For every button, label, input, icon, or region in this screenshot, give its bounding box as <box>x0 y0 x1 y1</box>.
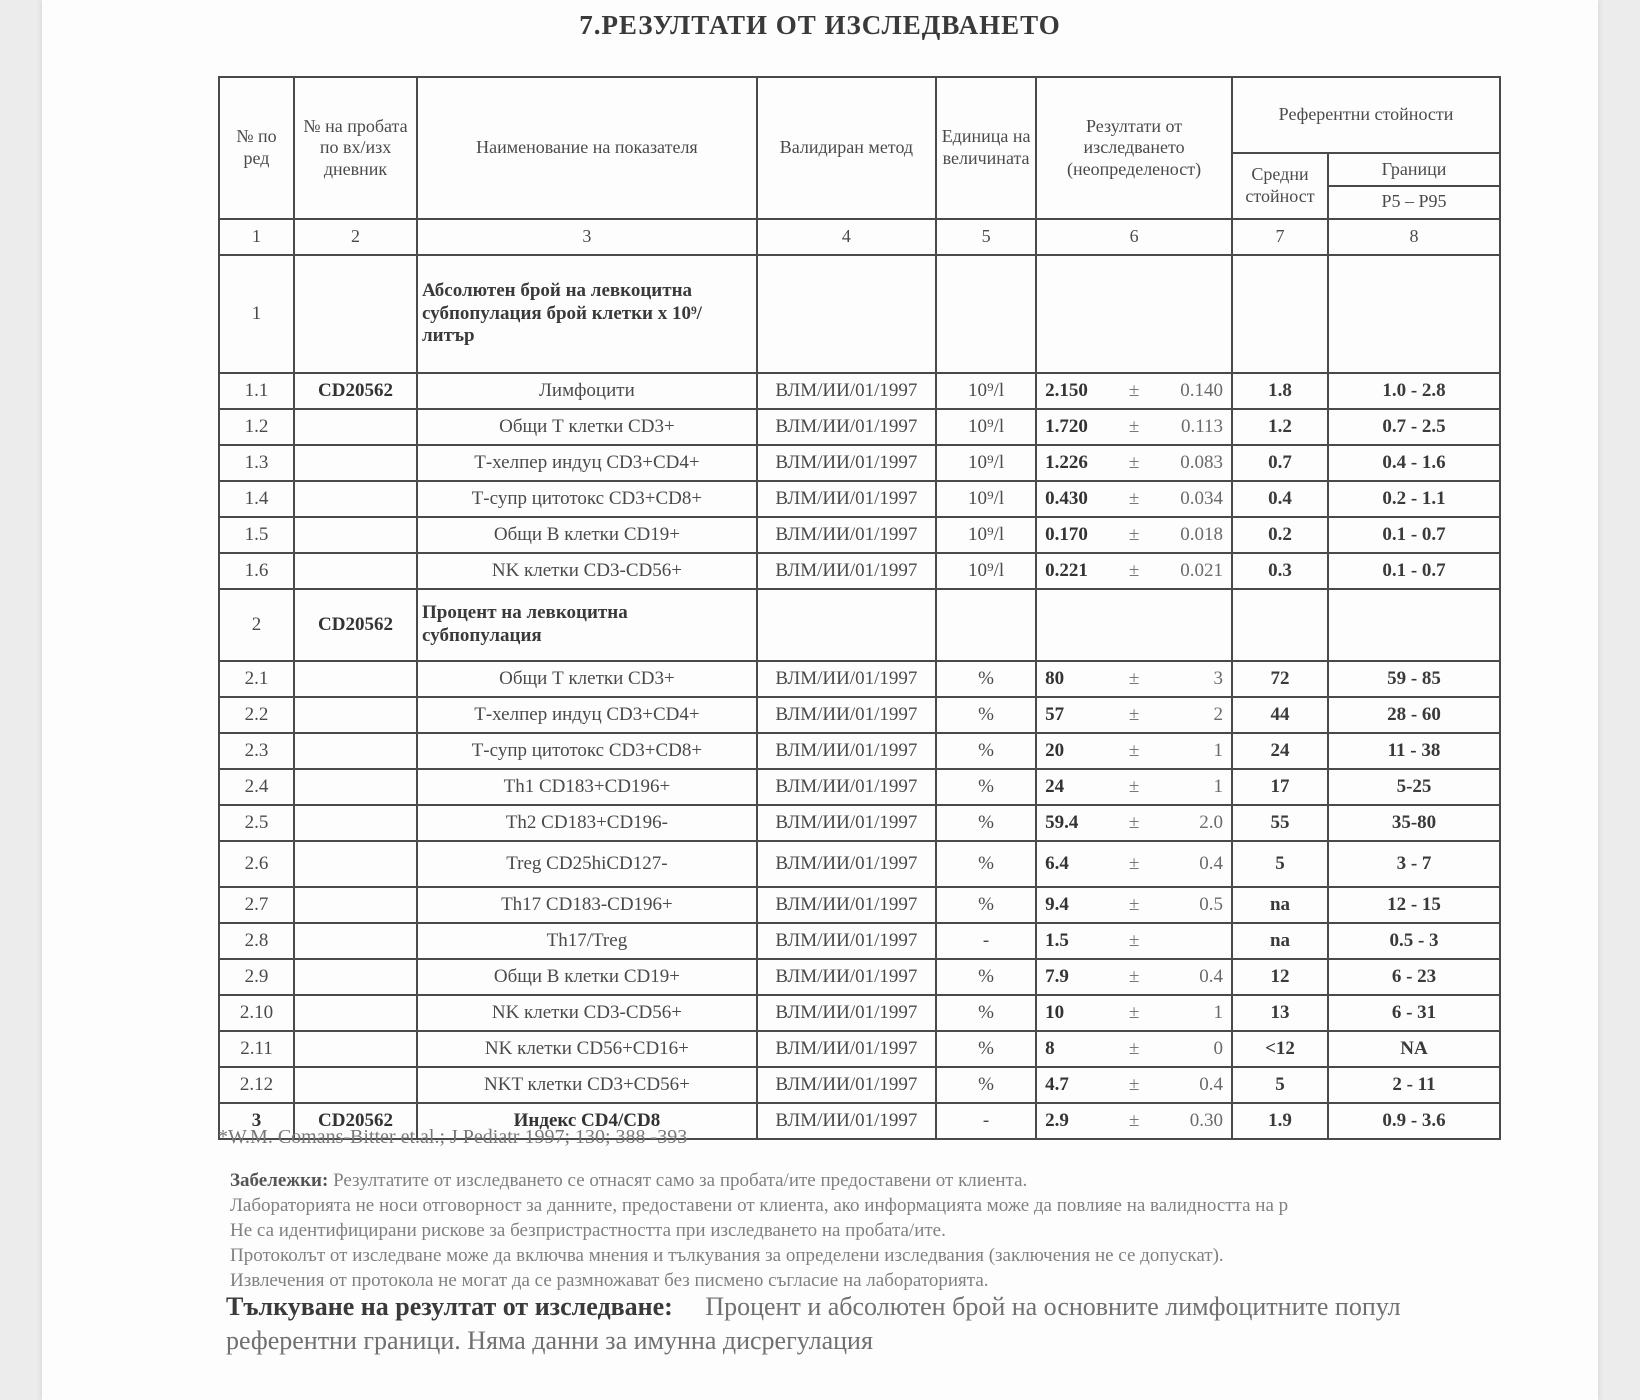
plus-minus: ± <box>1128 1073 1140 1095</box>
row-number: 2.4 <box>219 769 294 805</box>
mean-value: <12 <box>1232 1031 1328 1067</box>
uncertainty: 0.30 <box>1189 1109 1224 1131</box>
section-sample <box>294 255 417 373</box>
empty-cell <box>757 255 936 373</box>
uncertainty: 3 <box>1213 667 1224 689</box>
indicator-name: Th2 CD183+CD196- <box>417 805 757 841</box>
section-title: Процент на левкоцитна субпопулация <box>417 589 757 661</box>
row-number: 2.6 <box>219 841 294 887</box>
method: ВЛМ/ИИ/01/1997 <box>757 733 936 769</box>
row-number: 2.12 <box>219 1067 294 1103</box>
row-number: 1.2 <box>219 409 294 445</box>
indicator-name: NK клетки CD3-CD56+ <box>417 995 757 1031</box>
reference-range: 0.2 - 1.1 <box>1328 481 1500 517</box>
column-number: 2 <box>294 219 417 255</box>
unit: % <box>936 841 1036 887</box>
method: ВЛМ/ИИ/01/1997 <box>757 841 936 887</box>
unit: % <box>936 697 1036 733</box>
sample-number: CD20562 <box>294 1103 417 1139</box>
result <box>1036 733 1232 769</box>
method: ВЛМ/ИИ/01/1997 <box>757 959 936 995</box>
plus-minus: ± <box>1128 559 1140 581</box>
plus-minus: ± <box>1128 415 1140 437</box>
table-row <box>219 923 1500 959</box>
result-value: 8 <box>1045 1037 1055 1059</box>
result <box>1036 995 1232 1031</box>
reference-range: 6 - 31 <box>1328 995 1500 1031</box>
result-value: 4.7 <box>1045 1073 1069 1095</box>
result <box>1036 697 1232 733</box>
result-value: 80 <box>1045 667 1065 689</box>
sample-number: CD20562 <box>294 373 417 409</box>
empty-cell <box>757 589 936 661</box>
table-row <box>219 373 1500 409</box>
indicator-name: Т-хелпер индуц CD3+CD4+ <box>417 697 757 733</box>
uncertainty: 2 <box>1213 703 1224 725</box>
sample-number <box>294 661 417 697</box>
mean-value: 24 <box>1232 733 1328 769</box>
result <box>1036 769 1232 805</box>
sample-number <box>294 959 417 995</box>
empty-cell <box>1232 589 1328 661</box>
plus-minus: ± <box>1128 1109 1140 1131</box>
header-results: Резултати от изследването (неопределеност) <box>1036 77 1232 219</box>
indicator-name: Т-супр цитотокс CD3+CD8+ <box>417 733 757 769</box>
result <box>1036 887 1232 923</box>
indicator-name: Общи Т клетки CD3+ <box>417 409 757 445</box>
reference-range: 5-25 <box>1328 769 1500 805</box>
unit: 10⁹/l <box>936 481 1036 517</box>
method: ВЛМ/ИИ/01/1997 <box>757 1067 936 1103</box>
header-percentiles: P5 – P95 <box>1381 191 1447 211</box>
row-number: 1.3 <box>219 445 294 481</box>
plus-minus: ± <box>1128 703 1140 725</box>
result <box>1036 517 1232 553</box>
table-row <box>219 445 1500 481</box>
uncertainty: 1 <box>1213 739 1224 761</box>
row-number: 2.11 <box>219 1031 294 1067</box>
indicator-name: Общи В клетки CD19+ <box>417 517 757 553</box>
method: ВЛМ/ИИ/01/1997 <box>757 697 936 733</box>
results-table <box>218 76 1501 1140</box>
row-number: 3 <box>219 1103 294 1139</box>
result <box>1036 923 1232 959</box>
sample-number <box>294 481 417 517</box>
row-number: 2.9 <box>219 959 294 995</box>
document-page <box>42 0 1598 1400</box>
uncertainty: 0.140 <box>1180 379 1224 401</box>
column-number: 1 <box>219 219 294 255</box>
empty-cell <box>1036 589 1232 661</box>
result <box>1036 959 1232 995</box>
table-row <box>219 697 1500 733</box>
result-value: 0.170 <box>1045 523 1088 545</box>
indicator-name: NK клетки CD56+CD16+ <box>417 1031 757 1067</box>
unit: % <box>936 887 1036 923</box>
sample-number <box>294 409 417 445</box>
empty-cell <box>936 589 1036 661</box>
plus-minus: ± <box>1128 965 1140 987</box>
reference-range: 0.9 - 3.6 <box>1328 1103 1500 1139</box>
unit: % <box>936 1031 1036 1067</box>
table-row <box>219 553 1500 589</box>
reference-range: 12 - 15 <box>1328 887 1500 923</box>
result-value: 1.5 <box>1045 929 1069 951</box>
result <box>1036 409 1232 445</box>
unit: 10⁹/l <box>936 553 1036 589</box>
reference-range: 0.7 - 2.5 <box>1328 409 1500 445</box>
note-line: Не са идентифицирани рискове за безпристрастността при изследването на пробата/ите. <box>230 1220 946 1241</box>
plus-minus: ± <box>1128 523 1140 545</box>
note-line: Протоколът от изследване може да включва мнения и тълкувания за определени изследвания (заключения не се допускат). <box>230 1245 1224 1266</box>
result <box>1036 805 1232 841</box>
note-line: Резултатите от изследването се отнасят само за пробата/ите предоставени от клиента. <box>333 1170 1028 1191</box>
method: ВЛМ/ИИ/01/1997 <box>757 373 936 409</box>
indicator-name: Th17/Treg <box>417 923 757 959</box>
header-row-number: № по ред <box>219 77 294 219</box>
row-number: 1.6 <box>219 553 294 589</box>
note-line: Лабораторията не носи отговорност за данните, предоставени от клиента, ако информацията може да повлияе на валидността на р <box>230 1195 1289 1216</box>
indicator-name: Лимфоцити <box>417 373 757 409</box>
plus-minus: ± <box>1128 1001 1140 1023</box>
mean-value: 5 <box>1232 841 1328 887</box>
plus-minus: ± <box>1128 379 1140 401</box>
result-value: 10 <box>1045 1001 1065 1023</box>
reference-range: NA <box>1328 1031 1500 1067</box>
column-number: 3 <box>417 219 757 255</box>
reference-range: 2 - 11 <box>1328 1067 1500 1103</box>
method: ВЛМ/ИИ/01/1997 <box>757 553 936 589</box>
section-row <box>219 255 1500 373</box>
row-number: 2.5 <box>219 805 294 841</box>
unit: % <box>936 661 1036 697</box>
header-sample-number: № на пробата по вх/изх дневник <box>294 77 417 219</box>
sample-number <box>294 923 417 959</box>
reference-range: 0.5 - 3 <box>1328 923 1500 959</box>
mean-value: 1.8 <box>1232 373 1328 409</box>
section-row <box>219 589 1500 661</box>
method: ВЛМ/ИИ/01/1997 <box>757 923 936 959</box>
result-value: 59.4 <box>1045 811 1079 833</box>
indicator-name: Т-супр цитотокс CD3+CD8+ <box>417 481 757 517</box>
column-number: 6 <box>1036 219 1232 255</box>
sample-number <box>294 769 417 805</box>
section-number: 2 <box>219 589 294 661</box>
table-row <box>219 841 1500 887</box>
table-row <box>219 517 1500 553</box>
unit: % <box>936 995 1036 1031</box>
page-title: 7.РЕЗУЛТАТИ ОТ ИЗСЛЕДВАНЕТО <box>579 10 1061 40</box>
uncertainty: 2.0 <box>1199 811 1224 833</box>
mean-value: 0.3 <box>1232 553 1328 589</box>
reference-range: 35-80 <box>1328 805 1500 841</box>
method: ВЛМ/ИИ/01/1997 <box>757 445 936 481</box>
indicator-name: Th17 CD183-CD196+ <box>417 887 757 923</box>
row-number: 2.2 <box>219 697 294 733</box>
interpretation-block <box>226 1290 1556 1358</box>
uncertainty: 0.4 <box>1199 965 1224 987</box>
interpretation-label: Тълкуване на резултат от изследване: <box>226 1292 673 1321</box>
uncertainty: 1 <box>1213 1001 1224 1023</box>
table-row <box>219 887 1500 923</box>
unit: % <box>936 959 1036 995</box>
footnote: *W.M. Comans-Bitter et.al.; J Pediatr 1997; 130; 388 -393 <box>218 1126 688 1148</box>
row-number: 2.3 <box>219 733 294 769</box>
method: ВЛМ/ИИ/01/1997 <box>757 805 936 841</box>
unit: 10⁹/l <box>936 373 1036 409</box>
header-limits <box>1328 153 1500 219</box>
mean-value: na <box>1232 887 1328 923</box>
table-row <box>219 1067 1500 1103</box>
sample-number <box>294 887 417 923</box>
unit: 10⁹/l <box>936 517 1036 553</box>
indicator-name: Treg CD25hiCD127- <box>417 841 757 887</box>
reference-range: 0.1 - 0.7 <box>1328 553 1500 589</box>
method: ВЛМ/ИИ/01/1997 <box>757 887 936 923</box>
sample-number <box>294 697 417 733</box>
result <box>1036 661 1232 697</box>
reference-range: 59 - 85 <box>1328 661 1500 697</box>
header-limits-label: Граници <box>1329 159 1499 187</box>
sample-number <box>294 841 417 887</box>
mean-value: 44 <box>1232 697 1328 733</box>
column-number: 7 <box>1232 219 1328 255</box>
mean-value: 1.9 <box>1232 1103 1328 1139</box>
row-number: 1.5 <box>219 517 294 553</box>
plus-minus: ± <box>1128 667 1140 689</box>
plus-minus: ± <box>1128 451 1140 473</box>
result <box>1036 445 1232 481</box>
mean-value: 0.2 <box>1232 517 1328 553</box>
header-reference-values: Референтни стойности <box>1232 77 1500 153</box>
empty-cell <box>1036 255 1232 373</box>
empty-cell <box>1232 255 1328 373</box>
plus-minus: ± <box>1128 487 1140 509</box>
indicator-name: Т-хелпер индуц CD3+CD4+ <box>417 445 757 481</box>
unit: % <box>936 805 1036 841</box>
sample-number <box>294 805 417 841</box>
indicator-name: Th1 CD183+CD196+ <box>417 769 757 805</box>
sample-number <box>294 1067 417 1103</box>
result <box>1036 841 1232 887</box>
result-value: 1.226 <box>1045 451 1088 473</box>
table-row <box>219 733 1500 769</box>
mean-value: 0.4 <box>1232 481 1328 517</box>
uncertainty: 0.021 <box>1180 559 1224 581</box>
mean-value: 0.7 <box>1232 445 1328 481</box>
section-number: 1 <box>219 255 294 373</box>
row-number: 2.1 <box>219 661 294 697</box>
mean-value: 17 <box>1232 769 1328 805</box>
result-value: 9.4 <box>1045 893 1069 915</box>
reference-range: 6 - 23 <box>1328 959 1500 995</box>
note-line: Извлечения от протокола не могат да се размножават без писмено съгласие на лабораторията. <box>230 1270 989 1291</box>
table-row <box>219 661 1500 697</box>
empty-cell <box>1328 255 1500 373</box>
result-value: 6.4 <box>1045 852 1069 874</box>
table-row <box>219 481 1500 517</box>
uncertainty: 0.083 <box>1180 451 1224 473</box>
result-value: 20 <box>1045 739 1065 761</box>
unit: - <box>936 923 1036 959</box>
interpretation-text: референтни граници. Няма данни за имунна дисрегулация <box>226 1326 873 1355</box>
table-row <box>219 1031 1500 1067</box>
table-row <box>219 805 1500 841</box>
table-row <box>219 409 1500 445</box>
result <box>1036 481 1232 517</box>
sample-number <box>294 733 417 769</box>
row-number: 2.10 <box>219 995 294 1031</box>
plus-minus: ± <box>1128 852 1140 874</box>
unit: % <box>936 1067 1036 1103</box>
row-number: 1.1 <box>219 373 294 409</box>
column-number: 5 <box>936 219 1036 255</box>
unit: % <box>936 733 1036 769</box>
notes-block <box>230 1168 1560 1293</box>
result-value: 0.221 <box>1045 559 1088 581</box>
table-row <box>219 769 1500 805</box>
section-sample: CD20562 <box>294 589 417 661</box>
result <box>1036 1031 1232 1067</box>
result-value: 2.9 <box>1045 1109 1069 1131</box>
sample-number <box>294 995 417 1031</box>
reference-range: 3 - 7 <box>1328 841 1500 887</box>
header-method: Валидиран метод <box>757 77 936 219</box>
header-unit: Единица на величината <box>936 77 1036 219</box>
method: ВЛМ/ИИ/01/1997 <box>757 409 936 445</box>
indicator-name: NKT клетки CD3+CD56+ <box>417 1067 757 1103</box>
method: ВЛМ/ИИ/01/1997 <box>757 661 936 697</box>
unit: % <box>936 769 1036 805</box>
row-number: 2.8 <box>219 923 294 959</box>
indicator-name: Общи Т клетки CD3+ <box>417 661 757 697</box>
sample-number <box>294 1031 417 1067</box>
plus-minus: ± <box>1128 1037 1140 1059</box>
indicator-name: NK клетки CD3-CD56+ <box>417 553 757 589</box>
method: ВЛМ/ИИ/01/1997 <box>757 1031 936 1067</box>
sample-number <box>294 553 417 589</box>
result <box>1036 553 1232 589</box>
plus-minus: ± <box>1128 929 1140 951</box>
uncertainty: 0 <box>1213 1037 1224 1059</box>
header-indicator-name: Наименование на показателя <box>417 77 757 219</box>
result <box>1036 373 1232 409</box>
column-number: 8 <box>1328 219 1500 255</box>
result-value: 7.9 <box>1045 965 1069 987</box>
mean-value: 12 <box>1232 959 1328 995</box>
mean-value: 1.2 <box>1232 409 1328 445</box>
result <box>1036 1103 1232 1139</box>
mean-value: 5 <box>1232 1067 1328 1103</box>
plus-minus: ± <box>1128 893 1140 915</box>
table-row <box>219 995 1500 1031</box>
method: ВЛМ/ИИ/01/1997 <box>757 481 936 517</box>
table-row <box>219 959 1500 995</box>
reference-range: 11 - 38 <box>1328 733 1500 769</box>
uncertainty: 0.5 <box>1199 893 1224 915</box>
result-value: 0.430 <box>1045 487 1088 509</box>
result-value: 57 <box>1045 703 1065 725</box>
indicator-name: Общи В клетки CD19+ <box>417 959 757 995</box>
result <box>1036 1067 1232 1103</box>
reference-range: 0.4 - 1.6 <box>1328 445 1500 481</box>
unit: 10⁹/l <box>936 409 1036 445</box>
section-title: Абсолютен брой на левкоцитна субпопулация брой клетки x 10⁹/литър <box>417 255 757 373</box>
plus-minus: ± <box>1128 775 1140 797</box>
result-value: 1.720 <box>1045 415 1088 437</box>
empty-cell <box>1328 589 1500 661</box>
sample-number <box>294 445 417 481</box>
uncertainty: 0.4 <box>1199 1073 1224 1095</box>
unit: 10⁹/l <box>936 445 1036 481</box>
method: ВЛМ/ИИ/01/1997 <box>757 1103 936 1139</box>
sample-number <box>294 517 417 553</box>
result-value: 2.150 <box>1045 379 1088 401</box>
column-number: 4 <box>757 219 936 255</box>
indicator-name: Индекс CD4/CD8 <box>417 1103 757 1139</box>
row-number: 2.7 <box>219 887 294 923</box>
column-number-row <box>219 219 1500 255</box>
method: ВЛМ/ИИ/01/1997 <box>757 769 936 805</box>
mean-value: 72 <box>1232 661 1328 697</box>
reference-range: 0.1 - 0.7 <box>1328 517 1500 553</box>
uncertainty: 1 <box>1213 775 1224 797</box>
empty-cell <box>936 255 1036 373</box>
mean-value: 55 <box>1232 805 1328 841</box>
uncertainty: 0.113 <box>1181 415 1224 437</box>
header-mean-value: Средни стойност <box>1232 153 1328 219</box>
notes-label: Забележки: <box>230 1170 329 1191</box>
plus-minus: ± <box>1128 739 1140 761</box>
uncertainty: 0.018 <box>1180 523 1224 545</box>
mean-value: 13 <box>1232 995 1328 1031</box>
interpretation-text: Процент и абсолютен брой на основните лимфоцитните попул <box>705 1292 1401 1321</box>
method: ВЛМ/ИИ/01/1997 <box>757 517 936 553</box>
mean-value: na <box>1232 923 1328 959</box>
reference-range: 1.0 - 2.8 <box>1328 373 1500 409</box>
result-value: 24 <box>1045 775 1065 797</box>
row-number: 1.4 <box>219 481 294 517</box>
plus-minus: ± <box>1128 811 1140 833</box>
header-row <box>219 77 1500 153</box>
reference-range: 28 - 60 <box>1328 697 1500 733</box>
uncertainty: 0.034 <box>1180 487 1224 509</box>
uncertainty: 0.4 <box>1199 852 1224 874</box>
unit: - <box>936 1103 1036 1139</box>
uncertainty <box>1153 930 1223 953</box>
method: ВЛМ/ИИ/01/1997 <box>757 995 936 1031</box>
